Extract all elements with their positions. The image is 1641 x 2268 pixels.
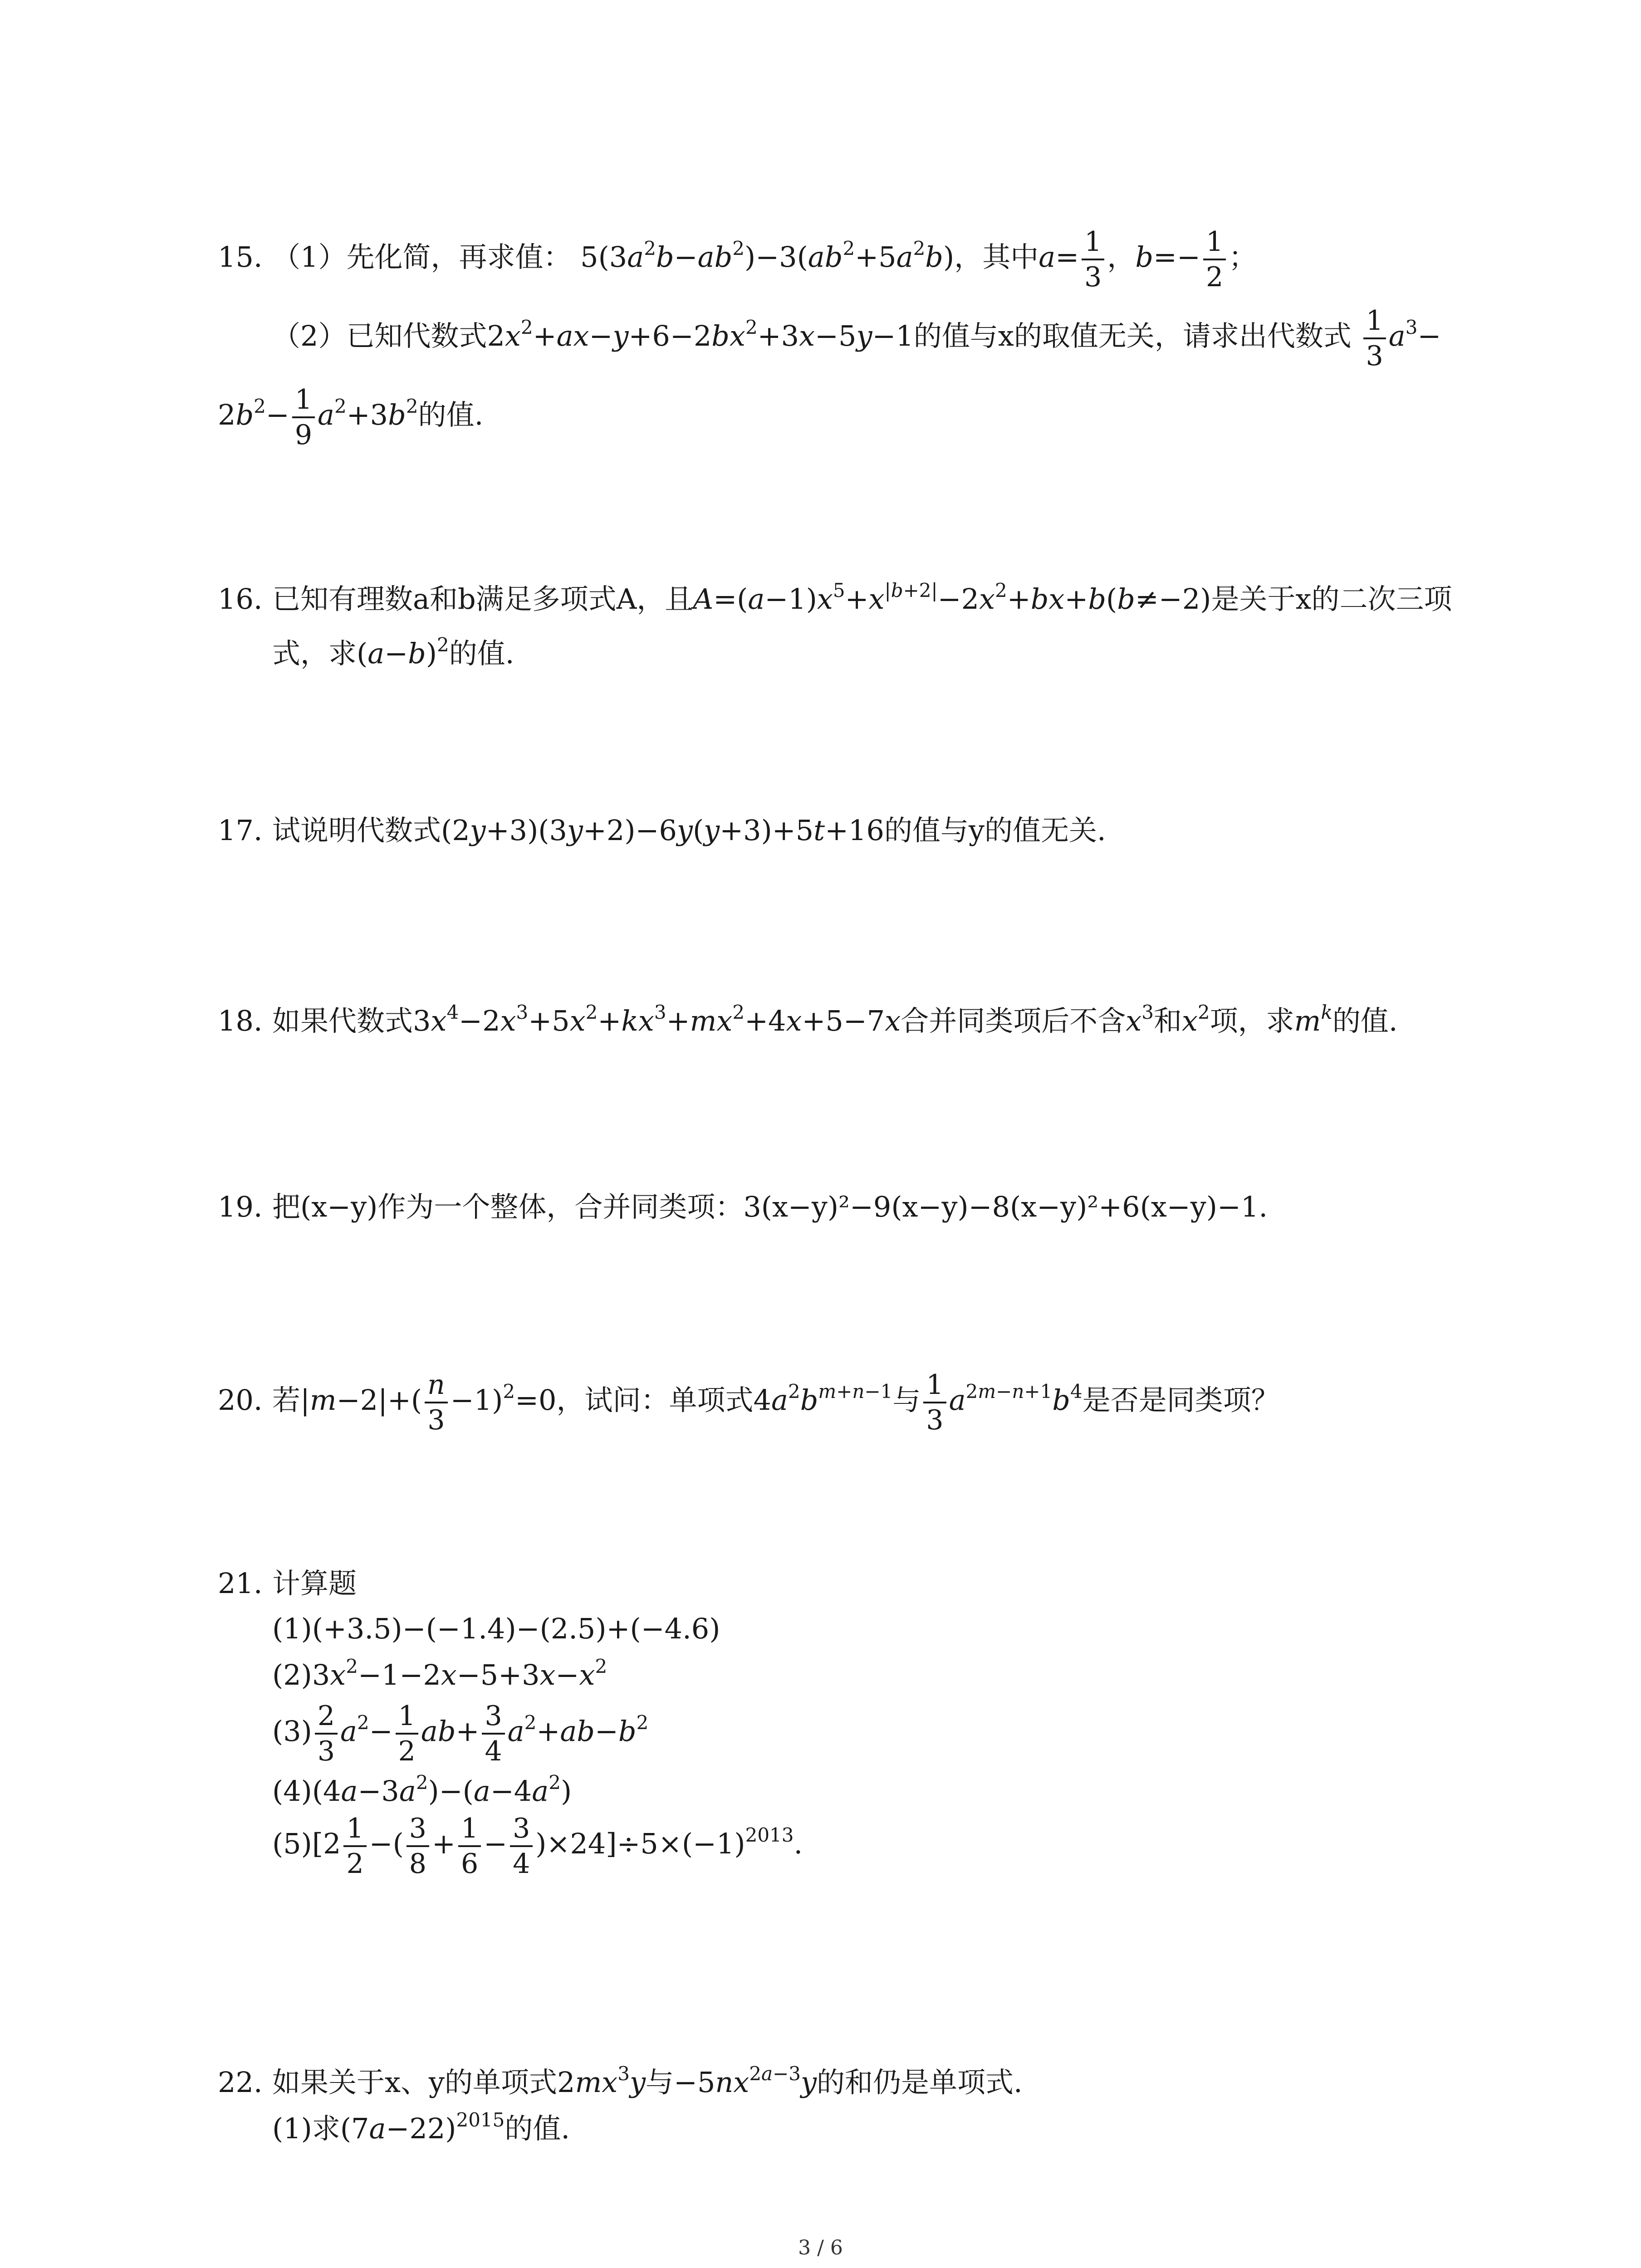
problem-16 [218, 579, 1452, 670]
page-indicator: 3 / 6 [798, 2236, 843, 2259]
problem-number: 22. [218, 2066, 263, 2099]
math-expression: $5(3a^2b-ab^2)-3(ab^2+5a^2b)$ [580, 237, 955, 274]
math-expression: $\frac{2}{3}$ $a^2-$ $\frac{1}{2}$ ab+ $\frac{3}{4}$ $a^2+ab-b^2$ [312, 1715, 649, 1748]
problem-text: 的值. [505, 2112, 570, 2145]
item-label: (4) [272, 1774, 312, 1808]
problem-number: 18. [218, 1004, 263, 1037]
math-expression: $x^3$和$x^2$ [1126, 1001, 1210, 1037]
problem-text: 是否是同类项？ [1082, 1383, 1279, 1417]
problem-20 [218, 1370, 1450, 1435]
problem-text: 与 [892, 1383, 921, 1417]
math-expression: |m−2|+( $\frac{n}{3}$ −1)$^2$=0 [300, 1369, 557, 1436]
problem-text: 合并同类项后不含 [901, 1004, 1126, 1037]
problem-text: 把(x−y)作为一个整体，合并同类项： [272, 1190, 744, 1223]
problem-text: 的值与x的取值无关，请求出代数式 [913, 319, 1352, 353]
math-expression: $(7a-22)^{2015}$ [340, 2109, 505, 2145]
problem-text: 的值. [418, 398, 484, 432]
problem-text: 是关于x的二次三项 [1211, 582, 1452, 616]
math-expression: $(a-b)^2$ [357, 634, 449, 670]
item-label: (3) [272, 1715, 312, 1748]
math-expression: $m^k$ [1294, 1001, 1332, 1037]
math-expression: $-5nx^{2a-3}y$ [674, 2063, 817, 2099]
problem-text: 的值. [1332, 1004, 1398, 1037]
math-expression: $2x^2+ax-y+6-2bx^2+3x-5y-1$ [487, 316, 914, 353]
math-expression: [2 $\frac{1}{2}$ −( $\frac{3}{8}$ + $\frac{1}{6}$ − $\frac{3}{4}$ )$\times 24]\div 5\times(-1)^{2013}$. [312, 1813, 803, 1880]
problem-text: 若 [272, 1383, 301, 1417]
problem-text: 项，求 [1210, 1004, 1294, 1037]
problem-text: 的值. [449, 637, 514, 670]
problem-text: ，其中 [954, 240, 1039, 274]
math-expression: 3(x−y)²−9(x−y)−8(x−y)²+6(x−y)−1. [743, 1190, 1268, 1223]
item-label: (5) [272, 1827, 312, 1861]
math-expression: a= $\frac{1}{3}$ ，b=− $\frac{1}{2}$ ； [1038, 226, 1257, 293]
problem-text: 如果关于x、y的单项式 [272, 2066, 557, 2099]
problem-text: 试说明代数式 [272, 814, 441, 847]
math-expression: $4a^2b^{m+n-1}$ [753, 1380, 893, 1417]
problem-text: 与 [645, 2066, 674, 2099]
math-expression: $\frac{1}{3}$ $a^{2m-n+1}b^4$ [921, 1383, 1082, 1417]
problem-number: 21. [218, 1567, 263, 1600]
problem-21 [218, 1569, 1450, 1879]
problem-22 [218, 2063, 1450, 2145]
problem-text: ，试问：单项式 [556, 1383, 754, 1417]
math-expression: (2y+3)(3y+2)−6y(y+3)+5t+16 [441, 814, 884, 847]
problem-text: 的和仍是单项式. [817, 2066, 1023, 2099]
problem-17 [218, 816, 1450, 845]
math-expression: $2mx^3y$ [557, 2063, 646, 2099]
math-expression: $2b^2-$ $\frac{1}{9}$ $a^2+3b^2$ [218, 384, 418, 451]
problem-number: 16. [218, 582, 263, 616]
problem-number: 17. [218, 814, 263, 847]
math-expression: $3x^4-2x^3+5x^2+kx^3+mx^2+4x+5-7x$ [413, 1001, 901, 1037]
math-expression: $A=(a-1)x^5+x^{|b+2|}-2x^2+bx+b(b\ne-2)$ [693, 579, 1211, 616]
problem-text: 的值与y的值无关. [884, 814, 1106, 847]
problem-19 [218, 1190, 1450, 1223]
problem-text: （1）先化简，再求值： [272, 240, 572, 274]
problem-number: 15. [218, 240, 263, 274]
problem-number: 20. [218, 1383, 263, 1417]
math-expression: (1)(+3.5)−(−1.4)−(2.5)+(−4.6) [272, 1612, 720, 1645]
problem-number: 19. [218, 1190, 263, 1223]
problem-text: (1)求 [272, 2112, 340, 2145]
problem-text: 已知有理数a和b满足多项式A，且 [272, 582, 693, 616]
item-label: (2) [272, 1658, 312, 1691]
problem-title: 计算题 [272, 1567, 357, 1600]
math-expression: $\frac{1}{3}$ $a^3-$ [1361, 319, 1441, 352]
problem-text: 如果代数式 [272, 1004, 413, 1037]
problem-text: （2）已知代数式 [272, 319, 487, 353]
problem-15 [218, 227, 1450, 450]
math-expression: $(4a-3a^2)-(a-4a^2)$ [312, 1771, 572, 1808]
problem-text: 式，求 [272, 637, 357, 670]
problem-18 [218, 1001, 1450, 1037]
math-expression: $3x^2-1-2x-5+3x-x^2$ [312, 1655, 607, 1691]
